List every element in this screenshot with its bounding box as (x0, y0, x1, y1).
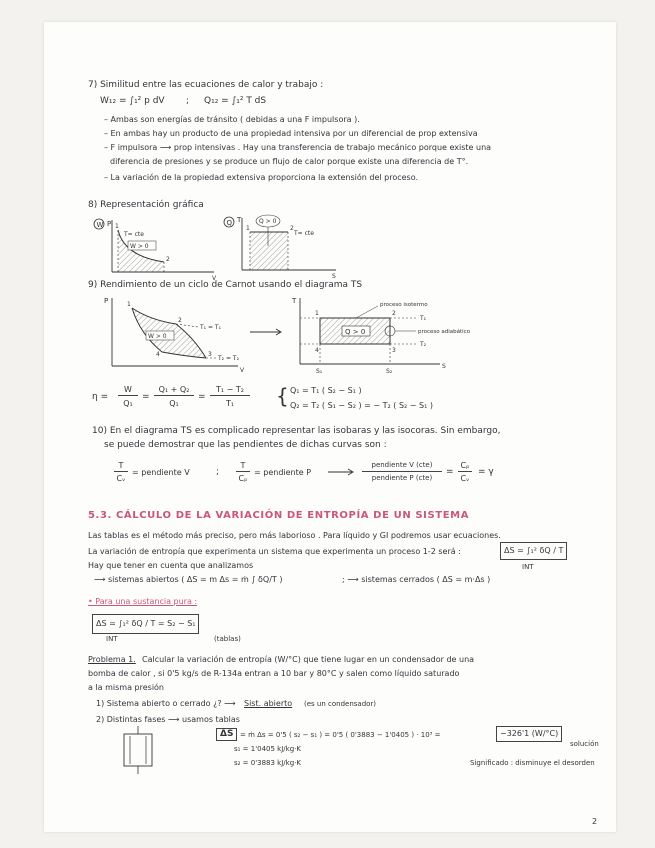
q8-pv-xlabel: V (212, 275, 217, 282)
q9-ts-proc-adiab: proceso adiabático (418, 329, 471, 335)
q7-bullet-4: diferencia de presiones y se produce un flujo de calor porque existe una diferencia de T°. (110, 157, 469, 166)
q8-pv-pt2: 2 (166, 256, 170, 263)
q8-ts-pt1: 1 (246, 225, 250, 232)
q9-pv-pt1: 1 (127, 301, 131, 308)
q8-ts-pt2: 2 (290, 225, 294, 232)
q8-pv-badge: W (96, 221, 104, 229)
sec53-entropy-box: ΔS = ∫₁² δQ / T (500, 542, 567, 560)
calc-delta-s: ΔS (216, 728, 237, 741)
q7-eq-sep: ; (186, 96, 190, 106)
q7-bullet-3: – F impulsora ⟶ prop intensivas . Hay una transferencia de trabajo mecánico porque existe una (104, 143, 492, 152)
step-1-a: 1) Sistema abierto o cerrado ¿? ⟶ (96, 699, 236, 708)
q9-pv-pt3: 3 (208, 351, 212, 358)
pure-substance-title: • Para una sustancia pura : (88, 597, 198, 606)
step-2: 2) Distintas fases ⟶ usamos tablas (96, 715, 240, 724)
sec53-line-3: Hay que tener en cuenta que analizamos (88, 561, 254, 570)
q8-ts-ylabel: T (237, 216, 242, 224)
q9-eta-f3-den: T₁ (225, 399, 235, 408)
q9-pv-iso-low-label: T₂ = T₂ (218, 355, 239, 362)
q10-f4-num: Cₚ (458, 460, 472, 472)
problem-line-1: Calcular la variación de entropía (W/°C) que tiene lugar en un condensador de una (142, 655, 475, 664)
step-1-b: Sist. abierto (244, 699, 293, 708)
q9-ts-s1: S₁ (316, 368, 323, 375)
q7-bullet-1: – Ambas son energías de tránsito ( debidas a una F impulsora ). (104, 115, 360, 124)
q8-pv-ylabel: P (107, 220, 112, 228)
q10-f1-txt: = pendiente V (132, 468, 190, 477)
q8-ts-area-label: Q > 0 (259, 218, 277, 225)
sec53-line-2: La variación de entropía que experimenta un sistema que experimenta un proceso 1-2 será : (88, 547, 461, 556)
q10-sep: ; (216, 467, 220, 477)
q9-ts-pt1: 1 (315, 310, 319, 317)
q9-ts-t-low: T₂ (420, 341, 427, 348)
q9-pv-area-label: W > 0 (148, 333, 167, 340)
q9-eta-eq-2: = (198, 392, 206, 402)
page-number: 2 (592, 817, 598, 826)
problem-line-3: a la misma presión (88, 683, 165, 692)
q10-f4-eq: = (446, 467, 454, 477)
q7-eq-heat: Q₁₂ = ∫₁² T dS (204, 96, 267, 106)
q10-f3-den: pendiente P (cte) (371, 474, 433, 482)
q8-title: 8) Representación gráfica (88, 200, 204, 210)
q10-f1-num: T (114, 460, 128, 472)
q8-pv-pt1: 1 (115, 223, 119, 230)
meaning-note: Significado : disminuye el desorden (470, 759, 595, 767)
q10-f3-num: pendiente V (cte) (362, 460, 442, 472)
q9-q1-eq: Q₁ = T₁ ( S₂ − S₁ ) (290, 386, 362, 395)
q9-eta-f1-num: W (118, 384, 138, 396)
sec53-open-systems: ⟶ sistemas abiertos ( ΔS = m Δs = ṁ ∫ δQ/T ) (94, 575, 283, 584)
s2-value: s₂ = 0'3883 kJ/kg·K (234, 759, 301, 767)
problem-line-2: bomba de calor , si 0'5 kg/s de R-134a entran a 10 bar y 80°C y salen como líquido saturado (88, 669, 460, 678)
sec53-entropy-sub: INT (522, 563, 534, 571)
q9-eta-f3-num: T₁ − T₂ (210, 384, 250, 396)
q8-pv-curve-label: T= cte (124, 231, 144, 238)
q10-arrow (326, 468, 356, 476)
q10-line-2: se puede demostrar que las pendientes de dichas curvas son : (104, 440, 387, 450)
q10-f1-den: Cᵥ (116, 474, 126, 483)
q7-bullet-2: – En ambas hay un producto de una propiedad intensiva por un diferencial de prop extensiva (104, 129, 478, 138)
condenser-sketch (116, 726, 160, 774)
q9-title: 9) Rendimiento de un ciclo de Carnot usando el diagrama TS (88, 280, 363, 290)
q7-title: 7) Similitud entre las ecuaciones de calor y trabajo : (88, 80, 324, 90)
q9-ts-s2: S₂ (386, 368, 393, 375)
q9-brace: { (276, 384, 289, 408)
sec53-closed-systems: ; ⟶ sistemas cerrados ( ΔS = m·Δs ) (342, 575, 491, 584)
q8-ts-area (250, 232, 288, 270)
q9-eta-f1-den: Q₁ (123, 399, 133, 408)
section-heading: 5.3. CÁLCULO DE LA VARIACIÓN DE ENTROPÍA DE UN SISTEMA (88, 510, 470, 521)
calc-expression: = ṁ Δs = 0'5 ( s₂ − s₁ ) = 0'5 ( 0'3883 − 1'0405 ) · 10³ = (240, 731, 441, 739)
q9-pv-diagram (102, 294, 252, 374)
q9-eta-f2-num: Q₁ + Q₂ (154, 384, 194, 396)
problem-label: Problema 1. (88, 655, 136, 664)
q7-eq-work: W₁₂ = ∫₁² p dV (100, 96, 165, 106)
pure-substance-box: ΔS = ∫₁² δQ / T = S₂ − S₁ (92, 614, 199, 634)
q8-ts-diagram (224, 212, 344, 278)
q10-f4-rhs: = γ (478, 467, 494, 477)
q9-ts-t-high: T₁ (420, 315, 427, 322)
q8-ts-xlabel: S (332, 273, 336, 280)
q9-ts-isot-pointer (356, 306, 378, 318)
solution-label: solución (570, 740, 599, 748)
q10-f4-den: Cᵥ (460, 474, 470, 483)
step-1-c: (es un condensador) (304, 700, 377, 708)
q9-pv-xlabel: V (240, 367, 245, 374)
q8-ts-line-label: T= cte (294, 230, 314, 237)
q8-pv-diagram (94, 216, 224, 282)
q9-eta-f2-den: Q₁ (169, 399, 179, 408)
q10-f2-txt: = pendiente P (254, 468, 312, 477)
q9-pv-pt2: 2 (178, 317, 182, 324)
q9-ts-proc-isot: proceso isotermo (380, 302, 428, 308)
q8-pv-area-label: W > 0 (130, 243, 149, 250)
calc-result: −326'1 (W/°C) (496, 726, 562, 742)
pure-substance-note: (tablas) (214, 635, 241, 643)
notebook-sheet (44, 22, 616, 832)
q9-pv-ylabel: P (104, 297, 109, 305)
q9-ts-pt3: 3 (392, 347, 396, 354)
q9-ts-area-label: Q > 0 (345, 328, 366, 336)
s1-value: s₁ = 1'0405 kJ/kg·K (234, 745, 301, 753)
pure-substance-sub: INT (106, 635, 118, 643)
q9-ts-diagram (290, 294, 516, 376)
q10-f2-num: T (236, 460, 250, 472)
q9-ts-ylabel: T (292, 297, 297, 305)
q8-ts-badge: Q (226, 219, 233, 227)
q10-f2-den: Cₚ (238, 474, 248, 483)
q9-ts-xlabel: S (442, 363, 446, 370)
q9-q2-eq: Q₂ = T₂ ( S₁ − S₂ ) = − T₂ ( S₂ − S₁ ) (290, 401, 433, 410)
q9-eta-lhs: η = (92, 392, 109, 402)
q9-eta-eq-1: = (142, 392, 150, 402)
q10-line-1: 10) En el diagrama TS es complicado representar las isobaras y las isocoras. Sin embargo, (92, 426, 501, 436)
q9-arrow (248, 328, 284, 336)
q9-ts-pt4: 4 (315, 347, 319, 354)
sec53-line-1: Las tablas es el método más preciso, pero más laborioso . Para líquido y GI podremos usar ecuaciones. (88, 531, 501, 540)
q7-bullet-5: – La variación de la propiedad extensiva proporciona la extensión del proceso. (104, 173, 419, 182)
q9-ts-pt2: 2 (392, 310, 396, 317)
q9-pv-iso-high-label: T₁ = T₁ (200, 324, 221, 331)
q9-pv-pt4: 4 (156, 351, 160, 358)
